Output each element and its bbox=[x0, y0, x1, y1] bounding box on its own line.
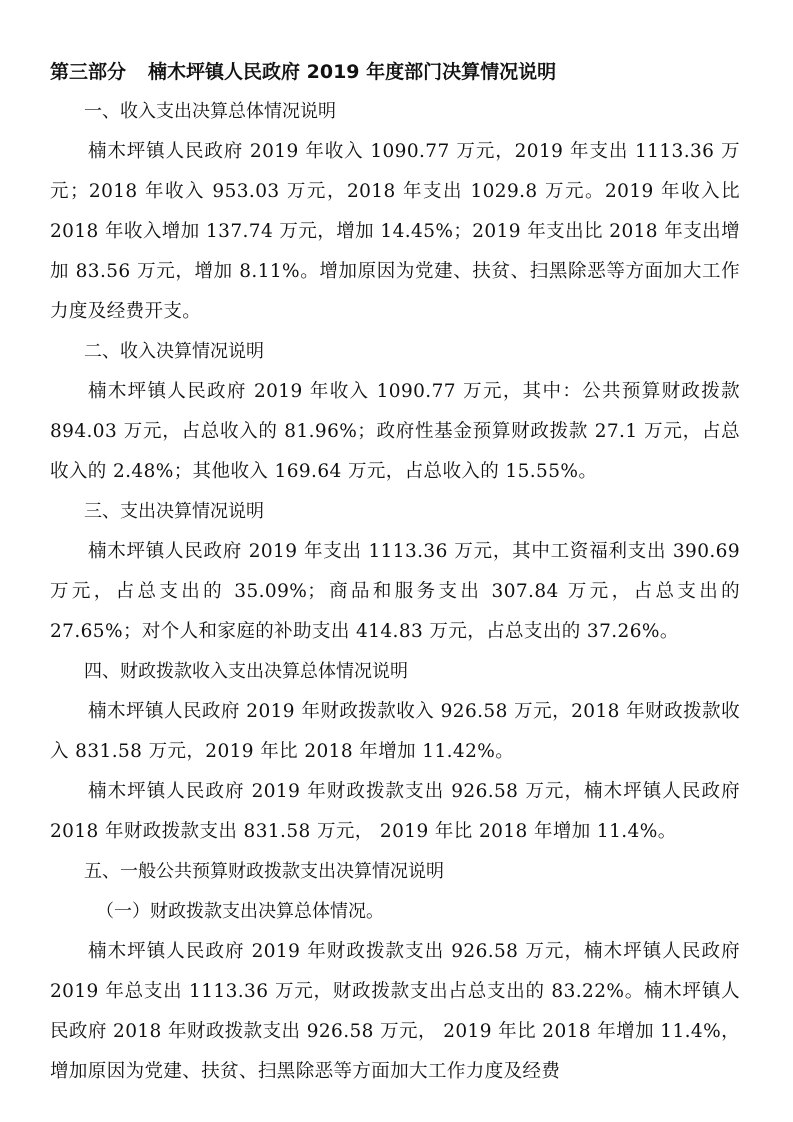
title-part: 第三部分 bbox=[50, 61, 127, 83]
section-heading-2: 二、收入决算情况说明 bbox=[84, 341, 264, 362]
section-heading-3: 三、支出决算情况说明 bbox=[84, 501, 264, 522]
section-4-paragraph-1: 楠木坪镇人民政府 2019 年财政拨款收入 926.58 万元，2018 年财政拨款收入 831.58 万元，2019 年比 2018 年增加 11.42%。 bbox=[50, 701, 740, 762]
section-5-paragraph-1: 楠木坪镇人民政府 2019 年财政拨款支出 926.58 万元，楠木坪镇人民政府 2019 年总支出 1113.36 万元，财政拨款支出占总支出的 83.22%。楠木坪镇人民政府 2018 年财政拨款支出 926.58 万元， 2019 年比 2018 年增加 11.4%，增加原因为党建、扶贫、扫黑除恶等方面加大工作力度及经费 bbox=[50, 941, 740, 1082]
section-4-paragraph-2: 楠木坪镇人民政府 2019 年财政拨款支出 926.58 万元，楠木坪镇人民政府 2018 年财政拨款支出 831.58 万元， 2019 年比 2018 年增加 11.4%。 bbox=[50, 781, 740, 842]
section-heading-5: 五、一般公共预算财政拨款支出决算情况说明 bbox=[84, 861, 444, 882]
section-1-paragraph-1: 楠木坪镇人民政府 2019 年收入 1090.77 万元，2019 年支出 1113.36 万元；2018 年收入 953.03 万元，2018 年支出 1029.8 万元。2019 年收入比 2018 年收入增加 137.74 万元，增加 14.45%；2019 年支出比 2018 年支出增加 83.56 万元，增加 8.11%。增加原因为党建、扶贫、扫黑除恶等方面加大工作力度及经费开支。 bbox=[50, 141, 740, 322]
section-heading-1: 一、收入支出决算总体情况说明 bbox=[84, 101, 336, 122]
section-3-paragraph-1: 楠木坪镇人民政府 2019 年支出 1113.36 万元，其中工资福利支出 390.69 万元，占总支出的 35.09%；商品和服务支出 307.84 万元，占总支出的 27.65%；对个人和家庭的补助支出 414.83 万元，占总支出的 37.26%。 bbox=[50, 541, 740, 642]
title-main: 楠木坪镇人民政府 2019 年度部门决算情况说明 bbox=[148, 61, 557, 83]
document-page bbox=[50, 52, 740, 1092]
section-2-paragraph-1: 楠木坪镇人民政府 2019 年收入 1090.77 万元，其中：公共预算财政拨款 894.03 万元，占总收入的 81.96%；政府性基金预算财政拨款 27.1 万元，占总收入的 2.48%；其他收入 169.64 万元，占总收入的 15.55%。 bbox=[50, 381, 740, 482]
document-title bbox=[50, 52, 740, 92]
section-5-subheading: （一）财政拨款支出决算总体情况。 bbox=[96, 901, 384, 922]
section-heading-4: 四、财政拨款收入支出决算总体情况说明 bbox=[84, 661, 408, 682]
